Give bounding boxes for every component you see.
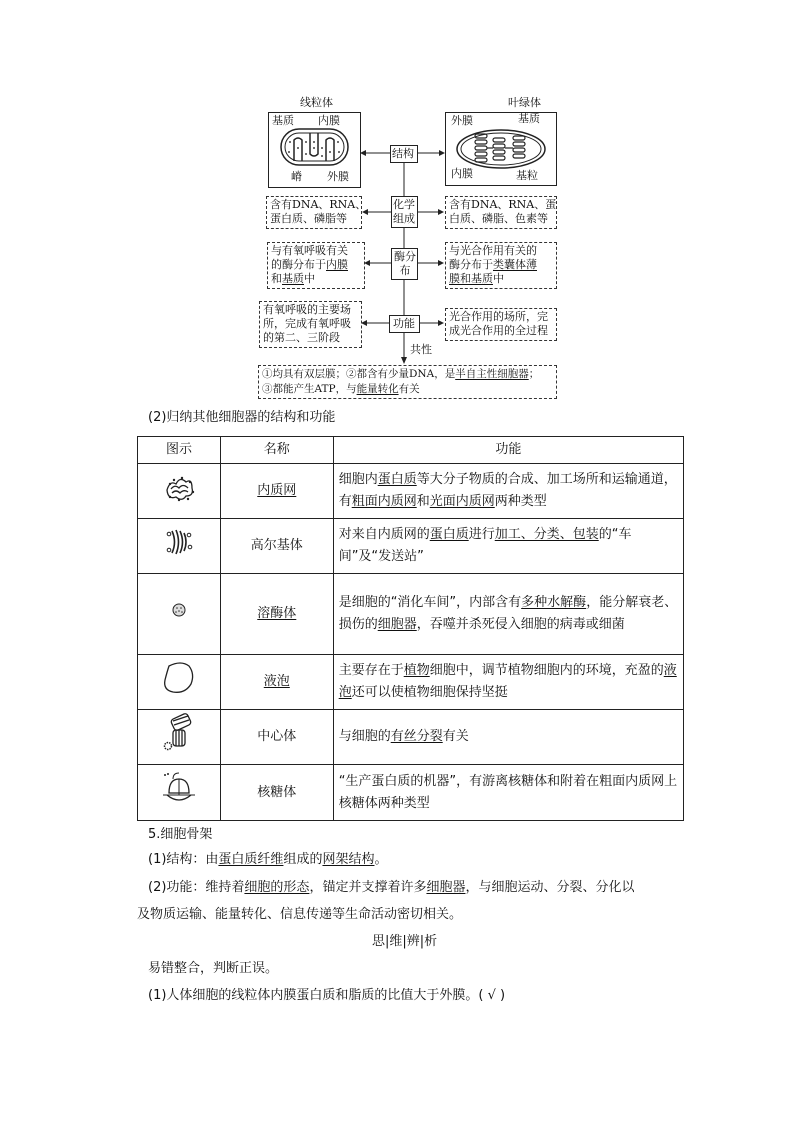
chloro-function-box: 光合作用的场所，完 成光合作用的全过程: [445, 308, 557, 341]
node-enzyme: 酶分布: [391, 248, 418, 280]
mito-label-inner: 内膜: [318, 114, 340, 127]
section-title: (2)归纳其他细胞器的结构和功能: [148, 410, 336, 425]
mito-title: 线粒体: [300, 96, 333, 109]
organelle-name: 核糖体: [220, 765, 333, 821]
centrosome-icon: [161, 712, 197, 754]
organelle-function: 是细胞的“消化车间”，内部含有多种水解酶，能分解衰老、损伤的细胞器，吞噬并杀死侵入细胞的病毒或细菌: [333, 574, 683, 655]
header-function: 功能: [333, 437, 683, 464]
endoplasmic-reticulum-icon: [162, 470, 196, 504]
organelle-name: 内质网: [257, 483, 297, 498]
cytoskeleton-function-cont: 及物质运输、能量转化、信息传递等生命活动密切相关。: [137, 907, 463, 922]
table-row: [138, 519, 684, 574]
table-header: [138, 437, 684, 464]
question-1: (1)人体细胞的线粒体内膜蛋白质和脂质的比值大于外膜。( √ ): [148, 988, 506, 1003]
thinking-title: 思|维|辨|析: [372, 934, 438, 949]
organelle-function: 主要存在于植物细胞中，调节植物细胞内的环境，充盈的液泡还可以使植物细胞保持坚挺: [333, 655, 683, 710]
vacuole-icon: [159, 658, 199, 698]
question-1-answer: ( √ ): [478, 988, 506, 1003]
cytoskeleton-title: 5.细胞骨架: [148, 827, 213, 842]
chloro-label-grana: 基粒: [516, 169, 538, 182]
organelle-name: 液泡: [263, 674, 290, 689]
chloro-title: 叶绿体: [508, 96, 541, 109]
chloro-label-inner: 内膜: [451, 167, 473, 180]
table-row: [138, 765, 684, 821]
cytoskeleton-structure: (1)结构：由蛋白质纤维组成的网架结构。: [148, 852, 388, 867]
mito-label-crista: 嵴: [291, 170, 302, 183]
organelle-function: 细胞内蛋白质等大分子物质的合成、加工场所和运输通道，有粗面内质网和光面内质网两种类型: [333, 464, 683, 519]
organelle-function: 与细胞的有丝分裂有关: [333, 710, 683, 765]
mito-label-outer: 外膜: [327, 170, 349, 183]
table-row: [138, 464, 684, 519]
organelle-table: [137, 436, 684, 821]
chloro-label-outer: 外膜: [451, 114, 473, 127]
chloro-enzyme-box: 与光合作用有关的 酶分布于类囊体薄 膜和基质中: [445, 242, 557, 289]
organelle-function: 对来自内质网的蛋白质进行加工、分类、包装的“车间”及“发送站”: [333, 519, 683, 574]
organelle-function: “生产蛋白质的机器”，有游离核糖体和附着在粗面内质网上核糖体两种类型: [333, 765, 683, 821]
table-row: [138, 710, 684, 765]
header-name: 名称: [220, 437, 333, 464]
node-structure: 结构: [390, 145, 418, 163]
table-row: [138, 655, 684, 710]
table-row: [138, 574, 684, 655]
mito-label-matrix: 基质: [272, 114, 294, 127]
common-features-box: ①均具有双层膜；②都含有少量DNA，是半自主性细胞器； ③都能产生ATP，与能量转化有关: [258, 365, 557, 399]
ribosome-icon: [159, 769, 199, 809]
header-icon: 图示: [138, 437, 221, 464]
lysosome-icon: [170, 601, 188, 619]
chloro-chem-box: 含有DNA、RNA、蛋 白质、磷脂、色素等: [445, 196, 557, 229]
chloro-label-matrix: 基质: [518, 112, 540, 125]
cytoskeleton-function: (2)功能：维持着细胞的形态，锚定并支撑着许多细胞器，与细胞运动、分裂、分化以: [148, 880, 635, 895]
organelle-name: 高尔基体: [220, 519, 333, 574]
node-chem: 化学组成: [391, 196, 418, 228]
golgi-icon: [164, 525, 194, 559]
organelle-name: 溶酶体: [257, 606, 297, 621]
node-common: 共性: [410, 343, 432, 356]
node-function: 功能: [389, 315, 420, 333]
mito-enzyme-box: 与有氧呼吸有关 的酶分布于内膜 和基质中: [267, 242, 365, 289]
thinking-intro: 易错整合，判断正误。: [148, 961, 279, 976]
organelle-name: 中心体: [220, 710, 333, 765]
mito-function-box: 有氧呼吸的主要场 所，完成有氧呼吸 的第二、三阶段: [259, 301, 362, 348]
mito-chem-box: 含有DNA、RNA、 蛋白质、磷脂等: [266, 196, 362, 229]
